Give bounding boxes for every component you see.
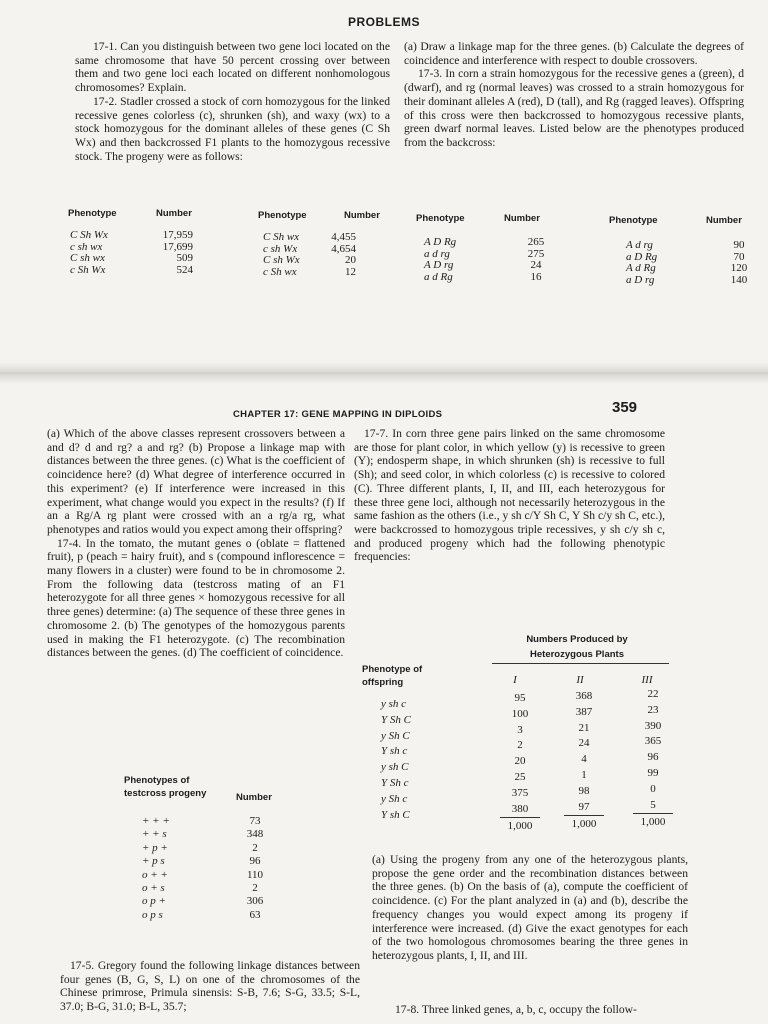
chapter-right-column	[354, 427, 665, 564]
table-cell: 97	[578, 800, 590, 813]
plant-i-column	[500, 691, 540, 817]
t1-number-header: Number	[156, 208, 192, 219]
chapter-left-column	[47, 427, 345, 660]
problem-17-7-questions	[372, 853, 688, 963]
table-cell: 23	[647, 703, 659, 716]
table-cell: 21	[578, 721, 590, 734]
table-cell: 390	[644, 719, 662, 732]
table-cell: + + +	[142, 815, 170, 827]
plant-iii-header: III	[641, 674, 653, 686]
t1-phenotype-header: Phenotype	[68, 208, 117, 219]
corn-table-top-header	[512, 632, 642, 662]
table-cell: + p +	[142, 841, 168, 854]
table-cell: 368	[575, 690, 593, 702]
t3-number-column	[520, 237, 552, 284]
table-cell: y sh C	[381, 761, 409, 774]
table-cell: 17,959	[162, 229, 193, 241]
table-cell: 509	[176, 252, 193, 265]
table-cell: 0	[650, 782, 656, 795]
table-cell: 120	[730, 262, 748, 275]
total-rule	[633, 813, 673, 814]
header-line: testcross progeny	[124, 788, 207, 799]
problem-17-5	[60, 959, 360, 1014]
t4-phenotype-header: Phenotype	[609, 215, 658, 226]
plant-iii-column	[633, 687, 673, 813]
table-cell: 96	[249, 855, 261, 868]
tomato-phenotype-header	[124, 774, 206, 800]
table-cell: c Sh wx	[263, 266, 297, 279]
table-cell: 17,699	[162, 240, 193, 253]
total-rule	[564, 815, 604, 816]
table-cell: 2	[517, 739, 523, 752]
question-paragraph: 17-8. Three linked genes, a, b, c, occupy the follow-	[395, 1003, 637, 1016]
table-cell: 375	[511, 786, 529, 799]
problem-17-1: 17-1. Can you distinguish between two gene loci located on the same chromosome that have 50 percent crossing over between them and two gene loci each located on different nonhomologous chromosomes? Explain.	[75, 40, 390, 95]
header-line: offspring	[362, 677, 404, 688]
table-cell: c sh wx	[70, 240, 103, 253]
problem-17-3: 17-3. In corn a strain homozygous for the recessive genes a (green), d (dwarf), and rg (normal leaves) was crossed to a strain homozygous for their dominant alleles A (red), D (tall), and Rg (ragged leaves). Offspring of this cross were then backcrossed to homozygous recessive plants, green dwarf normal leaves. Listed below are the phenotypes produced from the backcross:	[404, 67, 744, 149]
table-cell: 306	[246, 895, 264, 908]
table-cell: 16	[530, 271, 542, 284]
table-cell: 365	[644, 735, 662, 748]
table-cell: C sh Wx	[263, 254, 300, 267]
problem-17-7: 17-7. In corn three gene pairs linked on the same chromosome are those for plant color, in which yellow (y) is recessive to green (Y); endosperm shape, in which shrunken (sh) is recessive to full (Sh); and seed color, in which colorless (c) is recessive to colored (C). Three different plants, I, II, and III, each heterozygous for these three gene loci, although not necessarily heterozygous in the same fashion as the others (i.e., y sh c/Y Sh C, Y Sh c/y sh C, etc.), were backcrossed to homozygous triple recessives, y sh c/y sh c, and produced progeny which had the following phenotypic frequencies:	[354, 427, 665, 564]
t2-number-column	[316, 232, 356, 279]
plant-i-total: 1,000	[507, 820, 533, 832]
table-cell: o p +	[142, 895, 166, 908]
table-cell: 20	[514, 755, 526, 768]
table-cell: C Sh wx	[263, 231, 300, 243]
tomato-number-column	[240, 815, 270, 922]
table-rule	[492, 663, 669, 664]
table-cell: 24	[578, 737, 590, 750]
problem-17-2: 17-2. Stadler crossed a stock of corn homozygous for the linked recessive genes colorless (c), shrunken (sh), and waxy (wx) to a stock homozygous for the dominant alleles of these genes (C Sh Wx) and then backcrossed F1 plants to the homozygous recessive stock. The progeny were as follows:	[75, 94, 390, 163]
t3-number-header: Number	[504, 213, 540, 224]
t1-number-column	[150, 230, 193, 277]
table-cell: Y Sh c	[381, 776, 409, 789]
table-cell: 95	[514, 692, 526, 704]
problem-17-4: 17-4. In the tomato, the mutant genes o (oblate = flattened fruit), p (peach = hairy fruit), and s (compound inflorescence = many flowers in a cluster) were found to be in chromosome 2. From the following data (testcross mating of an F1 heterozygote for all three genes × homozygous recessive for all three genes) determine: (a) The sequence of these three genes in chromosome 2. (b) The genotypes of the homozygous parents used in making the F1 heterozygote. (c) The recombination distances between the genes. (d) The coefficient of coincidence.	[47, 536, 345, 660]
table-cell: 140	[730, 274, 748, 287]
table-cell: o + +	[142, 868, 168, 881]
page-fold-divider	[0, 362, 768, 384]
table-cell: Y Sh C	[381, 713, 411, 726]
table-cell: C Sh Wx	[70, 229, 108, 241]
table-cell: Y sh c	[381, 745, 408, 758]
table-cell: 100	[511, 707, 529, 720]
problem-17-8	[385, 1003, 690, 1017]
table-cell: C sh wx	[70, 252, 105, 265]
table-cell: A d Rg	[626, 262, 656, 275]
table-cell: y Sh C	[381, 729, 410, 742]
problem-17-2-questions: (a) Draw a linkage map for the three genes. (b) Calculate the degrees of coincidence and interference with respect to double crossovers.	[404, 40, 744, 67]
plant-ii-header: II	[576, 674, 584, 686]
header-line: Phenotypes of	[124, 775, 190, 786]
table-cell: 5	[650, 798, 656, 811]
table-cell: 524	[176, 264, 193, 277]
tomato-phenotype-column	[142, 815, 170, 922]
table-cell: 4,455	[331, 231, 356, 243]
table-cell: 96	[647, 751, 659, 764]
table-cell: 73	[249, 815, 261, 827]
total-rule	[500, 817, 540, 818]
page-number: 359	[612, 399, 638, 416]
table-cell: Y sh C	[381, 808, 410, 821]
chapter-running-header: CHAPTER 17: GENE MAPPING IN DIPLOIDS	[233, 409, 443, 420]
header-line: Numbers Produced by	[526, 634, 628, 645]
table-cell: a D rg	[626, 274, 655, 287]
t4-phenotype-column	[626, 240, 657, 287]
table-cell: A D rg	[424, 259, 454, 272]
table-cell: 3	[517, 723, 523, 736]
table-cell: 110	[246, 868, 264, 881]
table-cell: 63	[249, 908, 261, 921]
table-cell: 1	[581, 768, 587, 781]
table-cell: o p s	[142, 908, 163, 921]
table-cell: 2	[252, 841, 258, 854]
t3-phenotype-column	[424, 237, 456, 284]
table-cell: y sh c	[381, 698, 407, 710]
problems-right-column	[404, 40, 744, 150]
t3-phenotype-header: Phenotype	[416, 213, 465, 224]
table-cell: c sh Wx	[263, 242, 298, 255]
table-cell: a d rg	[424, 247, 450, 260]
table-cell: 20	[345, 254, 356, 267]
table-cell: o + s	[142, 881, 165, 894]
table-cell: 12	[345, 266, 356, 279]
question-paragraph: 17-5. Gregory found the following linkage distances between four genes (B, G, S, L) on one of the chromosomes of the Chinese primrose, Primula sinensis: S-B, 7.6; S-G, 33.5; S-L, 37.0; B-G, 31.0; B-L, 35.7;	[60, 959, 360, 1014]
table-cell: a D Rg	[626, 250, 658, 263]
plant-i-header: I	[513, 674, 517, 686]
tomato-number-header: Number	[236, 792, 272, 803]
t2-phenotype-column	[263, 232, 300, 279]
table-cell: 265	[527, 236, 545, 248]
table-cell: + + s	[142, 828, 167, 841]
table-cell: a d Rg	[424, 271, 453, 284]
corn-phenotype-column	[381, 697, 411, 823]
table-cell: 348	[246, 828, 264, 841]
problem-17-3-questions: (a) Which of the above classes represent crossovers between a and d? d and rg? a and rg? (b) Propose a linkage map with distances between the three genes. (c) What is the coefficient of coincidence here? (d) What degree of interference occurred in this experiment? (e) If interference were increased in this experiment, what change would you expect in the results? (f) If an a Rg/A rg plant were crossed with an a rg/a rg, what phenotypes and ratios would you expect among their offspring?	[47, 427, 345, 536]
header-line: Heterozygous Plants	[530, 649, 624, 660]
table-cell: 22	[647, 688, 659, 700]
table-cell: 99	[647, 766, 659, 779]
t1-phenotype-column	[70, 230, 108, 277]
corn-phenotype-header	[362, 663, 422, 689]
table-cell: 275	[527, 247, 545, 260]
table-cell: A D Rg	[424, 236, 457, 248]
t4-number-column	[724, 240, 754, 287]
table-cell: 25	[514, 770, 526, 783]
table-cell: 380	[511, 802, 529, 815]
table-cell: 24	[530, 259, 542, 272]
t2-number-header: Number	[344, 210, 380, 221]
problems-left-column	[75, 40, 390, 163]
table-cell: 70	[733, 250, 745, 263]
table-cell: 387	[575, 705, 593, 718]
table-cell: 4	[581, 753, 587, 766]
t2-phenotype-header: Phenotype	[258, 210, 307, 221]
plant-ii-column	[564, 689, 604, 815]
plant-ii-total: 1,000	[571, 818, 597, 830]
table-cell: 2	[252, 881, 258, 894]
table-cell: y Sh c	[381, 792, 408, 805]
table-cell: 90	[733, 239, 745, 251]
page-header-problems: PROBLEMS	[347, 15, 420, 29]
header-line: Phenotype of	[362, 664, 423, 675]
table-cell: 4,654	[331, 242, 356, 255]
table-cell: + p s	[142, 855, 165, 868]
table-cell: c Sh Wx	[70, 264, 106, 277]
table-cell: A d rg	[626, 239, 653, 251]
t4-number-header: Number	[706, 215, 742, 226]
plant-iii-total: 1,000	[640, 816, 666, 828]
question-paragraph: (a) Using the progeny from any one of the heterozygous plants, propose the gene order and the recombination distances between the three genes. (b) On the basis of (a), compute the coefficient of coincidence. (c) For the plant analyzed in (a) and (b), describe the frequency changes you would expect among its progeny if interference were increased. (d) Give the exact genotypes for each of the two homologous chromosomes bearing the three genes in heterozygous plants, I, II, and III.	[372, 853, 688, 962]
table-cell: 98	[578, 784, 590, 797]
